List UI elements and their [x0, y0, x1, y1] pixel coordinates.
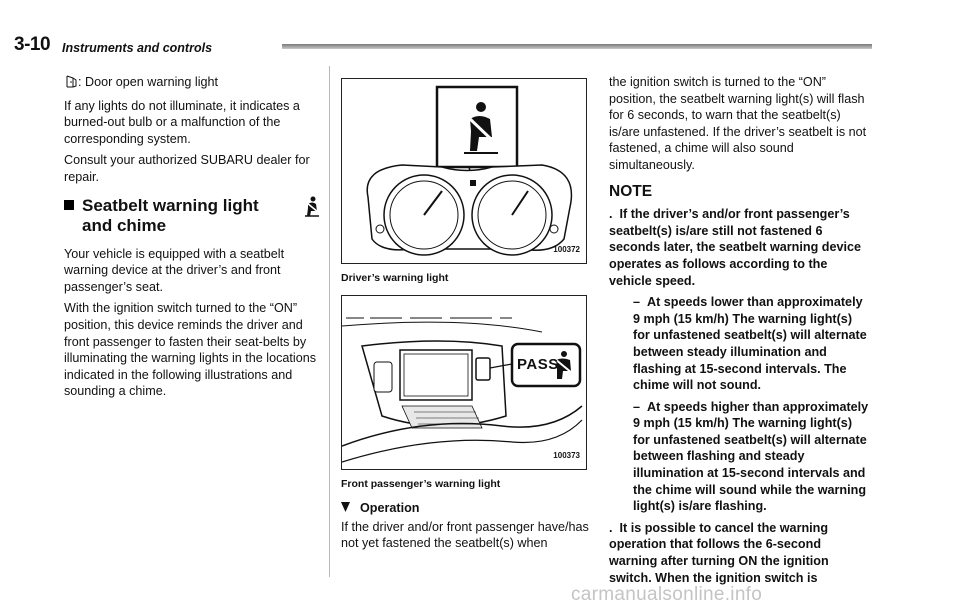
- column-1: [64, 74, 323, 405]
- figure-code: 100372: [553, 245, 580, 255]
- paragraph: Consult your authorized SUBARU dealer for repair.: [64, 153, 310, 184]
- figure-passenger-warning-light: [341, 295, 587, 470]
- note-item-text: It is possible to cancel the warning operation that follows the 6-second warning after turning ON the ignition switch. When the ignition switch is: [609, 520, 829, 585]
- paragraph: the ignition switch is turned to the “ON” position, the seatbelt warning light(s) will flash for 6 seconds, to warn that the seatbelt(s) is/are unfastened. If the driver’s seatbelt is not fastened, a chime will also sound simultaneously.: [609, 75, 867, 172]
- door-warning-text: : Door open warning light: [78, 75, 219, 89]
- subheading-operation: [341, 500, 591, 517]
- note-sub-item-text: At speeds lower than approximately 9 mph (15 km/h) The warning light(s) for unfastened seatbelt(s) will alternate between steady illumination and flashing at 15-second intervals. The chime will not sound.: [633, 295, 867, 393]
- note-sub-item: – At speeds lower than approximately 9 mph (15 km/h) The warning light(s) for unfastened seatbelt(s) will alternate between steady illumination and flashing at 15-second intervals. The chime will not sound.: [633, 295, 867, 393]
- section-square-icon: [64, 200, 74, 210]
- note-item: . It is possible to cancel the warning operation that follows the 6-second warning after turning ON the ignition switch. When the ignition switch is: [609, 520, 829, 585]
- door-warning-line: [64, 74, 323, 93]
- paragraph: If any lights do not illuminate, it indicates a burned-out bulb or a malfunction of the corresponding system.: [64, 98, 300, 146]
- center-console-illustration: [342, 296, 587, 470]
- paragraph: With the ignition switch turned to the “ON” position, this device reminds the driver and front passenger to fasten their seat-belts by illuminating the warning lights in the locations indicated in the following illustrations and sounding a chime.: [64, 301, 317, 399]
- section-heading: [64, 196, 323, 236]
- figure-drivers-warning-light: [341, 78, 587, 264]
- note-item: . If the driver’s and/or front passenger’s seatbelt(s) is/are still not fastened 6 seconds later, the seatbelt warning device operates as follows according to the vehicle speed.: [609, 207, 861, 288]
- header-rule: [282, 44, 872, 49]
- note-sub-item-text: At speeds higher than approximately 9 mph (15 km/h) The warning light(s) for unfastened seatbelt(s) will alternate between flashing and steady illumination at 15-second intervals and the chime will sound while the warning light(s) is/are flashing.: [633, 399, 869, 514]
- figure-caption: Driver’s warning light: [341, 272, 449, 284]
- heading-line-1: Seatbelt warning light: [82, 195, 259, 215]
- pass-label: PASS: [517, 356, 559, 373]
- paragraph: Your vehicle is equipped with a seatbelt warning device at the driver’s and front passenger’s seat.: [64, 246, 285, 294]
- watermark: carmanualsonline.info: [571, 584, 763, 605]
- dashboard-illustration: [342, 79, 587, 264]
- note-item-text: If the driver’s and/or front passenger’s seatbelt(s) is/are still not fastened 6 seconds later, the seatbelt warning device operates as follows according to the vehicle speed.: [609, 207, 861, 288]
- paragraph: If the driver and/or front passenger have/has not yet fastened the seatbelt(s) when: [341, 519, 589, 551]
- column-3: [609, 74, 869, 591]
- heading-line-2: and chime: [82, 215, 167, 235]
- figure-code: 100373: [553, 451, 580, 461]
- subheading-text: Operation: [360, 501, 420, 515]
- page-header: [14, 34, 946, 56]
- figure-caption: Front passenger’s warning light: [341, 478, 501, 490]
- column-divider: [329, 66, 330, 577]
- seatbelt-icon: [303, 196, 321, 223]
- door-open-icon: [64, 75, 77, 93]
- column-2: [341, 74, 591, 557]
- note-heading: NOTE: [609, 182, 653, 200]
- section-title: Instruments and controls: [62, 41, 213, 55]
- note-sub-item: – At speeds higher than approximately 9 mph (15 km/h) The warning light(s) for unfastened seatbelt(s) will alternate between flashing and steady illumination at 15-second intervals and the chime will sound while the warning light(s) is/are flashing.: [633, 399, 869, 514]
- page-number: 3-10: [14, 34, 51, 55]
- triangle-bullet-icon: [341, 500, 350, 517]
